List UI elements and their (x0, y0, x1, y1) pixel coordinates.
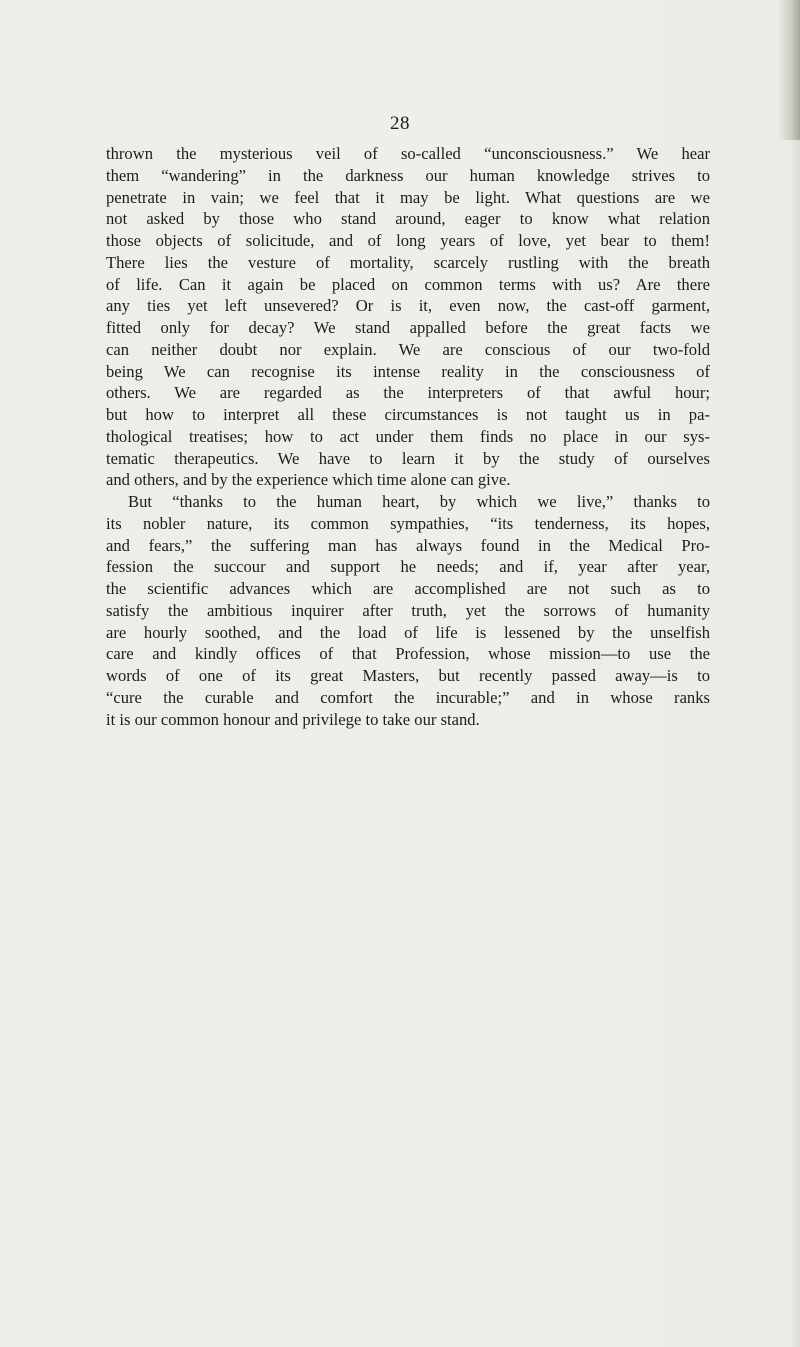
text-line: it is our common honour and privilege to take our stand. (106, 709, 480, 729)
text-line: of life. Can it again be placed on common terms with us? Are there (106, 274, 710, 294)
text-line: and others, and by the experience which time alone can give. (106, 470, 511, 490)
text-line: But “thanks to the human heart, by which we live,” thanks to (128, 492, 710, 511)
text-line: penetrate in vain; we feel that it may be light. What questions are we (106, 187, 710, 207)
text-line: the scientific advances which are accomplished are not such as to (106, 579, 710, 598)
text-line: them “wandering” in the darkness our human knowledge strives to (106, 165, 710, 185)
text-line: fitted only for decay? We stand appalled before the great facts we (106, 318, 710, 337)
text-line: can neither doubt nor explain. We are conscious of our two-fold (106, 339, 710, 359)
page-edge-shadow-lower (790, 140, 800, 1347)
text-line: tematic therapeutics. We have to learn it by the study of ourselves (106, 448, 710, 468)
text-line: thrown the mysterious veil of so-called “unconsciousness.” We hear (106, 144, 710, 163)
text-line: any ties yet left unsevered? Or is it, even now, the cast-off garment, (106, 296, 710, 316)
text-line: but how to interpret all these circumstances is not taught us in pa- (106, 405, 710, 424)
page-number: 28 (390, 113, 410, 134)
text-line: are hourly soothed, and the load of life is lessened by the unselfish (106, 622, 710, 642)
text-line: “cure the curable and comfort the incurable;” and in whose ranks (106, 687, 710, 707)
text-line: thological treatises; how to act under them finds no place in our sys- (106, 426, 710, 446)
text-line: satisfy the ambitious inquirer after truth, yet the sorrows of humanity (106, 600, 710, 620)
body-text (106, 143, 710, 730)
text-line: There lies the vesture of mortality, scarcely rustling with the breath (106, 252, 710, 272)
text-line: being We can recognise its intense reality in the consciousness of (106, 361, 710, 381)
text-line: words of one of its great Masters, but recently passed away—is to (106, 666, 710, 685)
text-line: others. We are regarded as the interpreters of that awful hour; (106, 383, 710, 403)
text-line: fession the succour and support he needs; and if, year after year, (106, 557, 710, 577)
text-line: its nobler nature, its common sympathies, “its tenderness, its hopes, (106, 513, 710, 533)
text-line: care and kindly offices of that Profession, whose mission—to use the (106, 644, 710, 664)
text-line: not asked by those who stand around, eager to know what relation (106, 209, 710, 229)
text-line: those objects of solicitude, and of long years of love, yet bear to them! (106, 231, 710, 250)
text-line: and fears,” the suffering man has always found in the Medical Pro- (106, 535, 710, 555)
